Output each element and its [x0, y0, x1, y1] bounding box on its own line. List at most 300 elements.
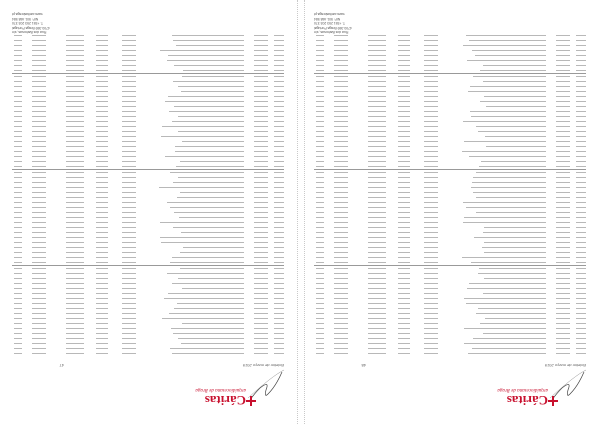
cell-placeholder: [576, 212, 586, 213]
cell-placeholder: [556, 207, 570, 208]
cell-placeholder: [398, 96, 410, 97]
cell-placeholder: [274, 101, 284, 102]
cell-placeholder: [274, 298, 284, 299]
footer-line: T. +351 253 203 370: [12, 21, 44, 26]
cell-placeholder: [32, 247, 46, 248]
cell-placeholder: [576, 353, 586, 354]
table-row: [314, 306, 586, 311]
cell-placeholder: [556, 45, 570, 46]
cell-placeholder: [316, 252, 324, 253]
cell-placeholder: [398, 227, 410, 228]
cell-placeholder: [576, 232, 586, 233]
cell-placeholder: [66, 60, 84, 61]
cell-placeholder: [316, 136, 324, 137]
cell-placeholder: [334, 50, 348, 51]
cell-placeholder: [122, 106, 136, 107]
cell-placeholder: [576, 242, 586, 243]
cell-placeholder: [66, 91, 84, 92]
cell-placeholder: [14, 252, 22, 253]
cell-placeholder: [576, 227, 586, 228]
cell-placeholder: [122, 247, 136, 248]
cell-placeholder: [316, 177, 324, 178]
cell-placeholder: [368, 35, 386, 36]
cell-placeholder: [14, 333, 22, 334]
cell-placeholder: [316, 161, 324, 162]
cell-placeholder: [122, 298, 136, 299]
cell-placeholder: [96, 40, 108, 41]
cell-placeholder: [556, 237, 570, 238]
cell-placeholder: [398, 151, 410, 152]
table-row: [314, 164, 586, 170]
cell-placeholder: [556, 146, 570, 147]
table-row: [12, 266, 284, 271]
table-row: [314, 230, 586, 235]
cell-placeholder: [122, 288, 136, 289]
cell-placeholder: [484, 96, 546, 97]
cell-placeholder: [96, 156, 108, 157]
cell-placeholder: [398, 207, 410, 208]
cell-placeholder: [398, 353, 410, 354]
footer-line: www.caritasbraga.pt: [12, 12, 43, 17]
cell-placeholder: [274, 303, 284, 304]
cell-placeholder: [424, 136, 438, 137]
table-row: [12, 311, 284, 316]
cell-placeholder: [254, 197, 268, 198]
cell-placeholder: [316, 55, 324, 56]
cell-placeholder: [398, 172, 410, 173]
cell-placeholder: [96, 232, 108, 233]
cell-placeholder: [424, 293, 438, 294]
cell-placeholder: [122, 278, 136, 279]
cell-placeholder: [576, 273, 586, 274]
cell-placeholder: [96, 268, 108, 269]
cell-placeholder: [576, 141, 586, 142]
cell-placeholder: [424, 70, 438, 71]
cell-placeholder: [398, 333, 410, 334]
cell-placeholder: [181, 343, 244, 344]
cell-placeholder: [32, 172, 46, 173]
cell-placeholder: [122, 318, 136, 319]
cell-placeholder: [96, 273, 108, 274]
table-row: [12, 230, 284, 235]
cell-placeholder: [122, 131, 136, 132]
cell-placeholder: [398, 348, 410, 349]
cell-placeholder: [183, 247, 244, 248]
cell-placeholder: [334, 298, 348, 299]
table-row: [314, 63, 586, 68]
cell-placeholder: [14, 60, 22, 61]
cell-placeholder: [368, 50, 386, 51]
cell-placeholder: [556, 212, 570, 213]
cell-placeholder: [274, 166, 284, 167]
cell-placeholder: [424, 96, 438, 97]
cell-placeholder: [398, 323, 410, 324]
cell-placeholder: [334, 252, 348, 253]
cell-placeholder: [66, 278, 84, 279]
cell-placeholder: [254, 328, 268, 329]
cell-placeholder: [398, 106, 410, 107]
cell-placeholder: [368, 121, 386, 122]
cell-placeholder: [254, 232, 268, 233]
table-row: [314, 119, 586, 124]
cell-placeholder: [368, 166, 386, 167]
cell-placeholder: [334, 197, 348, 198]
cell-placeholder: [66, 247, 84, 248]
cell-placeholder: [334, 338, 348, 339]
cell-placeholder: [464, 328, 546, 329]
cell-placeholder: [274, 293, 284, 294]
cell-placeholder: [424, 50, 438, 51]
cell-placeholder: [316, 298, 324, 299]
cell-placeholder: [177, 197, 244, 198]
cell-placeholder: [334, 91, 348, 92]
cell-placeholder: [556, 247, 570, 248]
table-row: [314, 351, 586, 356]
cell-placeholder: [32, 182, 46, 183]
cell-placeholder: [556, 343, 570, 344]
table-row: [314, 154, 586, 159]
cell-placeholder: [32, 338, 46, 339]
cell-placeholder: [66, 50, 84, 51]
cell-placeholder: [556, 257, 570, 258]
cell-placeholder: [424, 212, 438, 213]
cell-placeholder: [274, 35, 284, 36]
cell-placeholder: [576, 126, 586, 127]
cell-placeholder: [556, 86, 570, 87]
cell-placeholder: [556, 202, 570, 203]
cell-placeholder: [14, 121, 22, 122]
cell-placeholder: [274, 141, 284, 142]
cell-placeholder: [334, 278, 348, 279]
cell-placeholder: [576, 166, 586, 167]
cell-placeholder: [556, 151, 570, 152]
cell-placeholder: [274, 348, 284, 349]
cell-placeholder: [32, 45, 46, 46]
cell-placeholder: [96, 91, 108, 92]
cell-placeholder: [173, 333, 244, 334]
cell-placeholder: [172, 35, 244, 36]
cell-placeholder: [254, 116, 268, 117]
cell-placeholder: [424, 161, 438, 162]
table-row: [12, 175, 284, 180]
cell-placeholder: [576, 161, 586, 162]
cell-placeholder: [424, 308, 438, 309]
cell-placeholder: [576, 237, 586, 238]
cell-placeholder: [254, 247, 268, 248]
cell-placeholder: [316, 106, 324, 107]
cell-placeholder: [424, 278, 438, 279]
cell-placeholder: [334, 242, 348, 243]
cell-placeholder: [316, 172, 324, 173]
cell-placeholder: [96, 116, 108, 117]
cell-placeholder: [398, 35, 410, 36]
cell-placeholder: [316, 257, 324, 258]
cell-placeholder: [66, 227, 84, 228]
cell-placeholder: [254, 338, 268, 339]
cell-placeholder: [398, 262, 410, 263]
cell-placeholder: [122, 70, 136, 71]
cell-placeholder: [556, 252, 570, 253]
cell-placeholder: [424, 197, 438, 198]
cell-placeholder: [424, 348, 438, 349]
cell-placeholder: [96, 81, 108, 82]
cell-placeholder: [424, 252, 438, 253]
cell-placeholder: [368, 40, 386, 41]
cell-placeholder: [398, 91, 410, 92]
cell-placeholder: [66, 343, 84, 344]
cell-placeholder: [122, 146, 136, 147]
cell-placeholder: [32, 146, 46, 147]
table-row: [314, 180, 586, 185]
cell-placeholder: [122, 343, 136, 344]
cell-placeholder: [398, 166, 410, 167]
cell-placeholder: [14, 217, 22, 218]
cell-placeholder: [96, 126, 108, 127]
cell-placeholder: [173, 81, 244, 82]
cell-placeholder: [32, 96, 46, 97]
cell-placeholder: [316, 207, 324, 208]
cell-placeholder: [368, 182, 386, 183]
cell-placeholder: [576, 35, 586, 36]
cell-placeholder: [474, 237, 546, 238]
cell-placeholder: [334, 247, 348, 248]
cell-placeholder: [424, 81, 438, 82]
table-row: [314, 301, 586, 306]
cell-placeholder: [469, 156, 546, 157]
cell-placeholder: [398, 81, 410, 82]
cell-placeholder: [274, 45, 284, 46]
cell-placeholder: [398, 111, 410, 112]
cell-placeholder: [424, 91, 438, 92]
cell-placeholder: [334, 106, 348, 107]
cell-placeholder: [576, 60, 586, 61]
cell-placeholder: [254, 262, 268, 263]
cell-placeholder: [316, 353, 324, 354]
cell-placeholder: [576, 298, 586, 299]
cell-placeholder: [398, 318, 410, 319]
cell-placeholder: [316, 338, 324, 339]
table-row: [12, 195, 284, 200]
logo-subtitle: arquidiocesana de Braga: [195, 387, 246, 392]
cell-placeholder: [484, 293, 547, 294]
cell-placeholder: [576, 81, 586, 82]
table-row: [314, 139, 586, 144]
table-row: [314, 271, 586, 276]
cell-placeholder: [254, 237, 268, 238]
cell-placeholder: [316, 288, 324, 289]
cell-placeholder: [334, 96, 348, 97]
cell-placeholder: [463, 45, 546, 46]
cell-placeholder: [274, 273, 284, 274]
cell-placeholder: [96, 65, 108, 66]
cell-placeholder: [576, 283, 586, 284]
cell-placeholder: [14, 161, 22, 162]
cell-placeholder: [368, 151, 386, 152]
cell-placeholder: [32, 303, 46, 304]
table-row: [12, 205, 284, 210]
cell-placeholder: [556, 353, 570, 354]
cell-placeholder: [424, 313, 438, 314]
cell-placeholder: [178, 116, 244, 117]
cell-placeholder: [254, 55, 268, 56]
cell-placeholder: [96, 55, 108, 56]
cell-placeholder: [66, 303, 84, 304]
cell-placeholder: [66, 273, 84, 274]
cell-placeholder: [556, 136, 570, 137]
cell-placeholder: [66, 172, 84, 173]
cell-placeholder: [368, 247, 386, 248]
cell-placeholder: [122, 136, 136, 137]
cell-placeholder: [274, 252, 284, 253]
cell-placeholder: [274, 106, 284, 107]
cell-placeholder: [464, 298, 546, 299]
cell-placeholder: [274, 278, 284, 279]
cell-placeholder: [424, 333, 438, 334]
cell-placeholder: [183, 70, 244, 71]
cell-placeholder: [424, 116, 438, 117]
table-row: [314, 255, 586, 260]
cell-placeholder: [14, 308, 22, 309]
cell-placeholder: [122, 86, 136, 87]
cell-placeholder: [483, 333, 546, 334]
cell-placeholder: [254, 313, 268, 314]
cell-placeholder: [424, 318, 438, 319]
cell-placeholder: [66, 333, 84, 334]
cell-placeholder: [254, 161, 268, 162]
cell-placeholder: [122, 187, 136, 188]
cell-placeholder: [556, 172, 570, 173]
cell-placeholder: [96, 293, 108, 294]
document-page-right: [306, 6, 594, 418]
cell-placeholder: [368, 91, 386, 92]
cell-placeholder: [424, 217, 438, 218]
cell-placeholder: [160, 237, 244, 238]
cell-placeholder: [398, 40, 410, 41]
cell-placeholder: [122, 313, 136, 314]
table-row: [12, 326, 284, 331]
cell-placeholder: [66, 222, 84, 223]
cell-placeholder: [14, 262, 22, 263]
cell-placeholder: [180, 252, 244, 253]
cell-placeholder: [334, 333, 348, 334]
cell-placeholder: [14, 268, 22, 269]
cell-placeholder: [424, 60, 438, 61]
cell-placeholder: [172, 121, 244, 122]
cell-placeholder: [14, 202, 22, 203]
cell-placeholder: [368, 116, 386, 117]
cell-placeholder: [171, 328, 244, 329]
cell-placeholder: [334, 192, 348, 193]
cell-placeholder: [424, 262, 438, 263]
cell-placeholder: [480, 70, 546, 71]
cell-placeholder: [398, 177, 410, 178]
cell-placeholder: [398, 45, 410, 46]
cell-placeholder: [122, 126, 136, 127]
cell-placeholder: [181, 91, 244, 92]
cell-placeholder: [254, 298, 268, 299]
cell-placeholder: [32, 156, 46, 157]
cell-placeholder: [576, 268, 586, 269]
cell-placeholder: [316, 222, 324, 223]
cell-placeholder: [274, 237, 284, 238]
cell-placeholder: [334, 161, 348, 162]
cell-placeholder: [334, 172, 348, 173]
cell-placeholder: [96, 76, 108, 77]
cell-placeholder: [32, 187, 46, 188]
cell-placeholder: [172, 353, 244, 354]
table-row: [12, 190, 284, 195]
table-row: [314, 311, 586, 316]
cell-placeholder: [470, 111, 546, 112]
cell-placeholder: [316, 303, 324, 304]
cell-placeholder: [424, 227, 438, 228]
cell-placeholder: [274, 156, 284, 157]
cell-placeholder: [556, 288, 570, 289]
cell-placeholder: [32, 212, 46, 213]
cell-placeholder: [14, 35, 22, 36]
cell-placeholder: [274, 202, 284, 203]
cell-placeholder: [556, 121, 570, 122]
cell-placeholder: [66, 86, 84, 87]
cell-placeholder: [368, 212, 386, 213]
cell-placeholder: [274, 212, 284, 213]
page-header: [314, 358, 586, 412]
cell-placeholder: [254, 348, 268, 349]
cell-placeholder: [96, 217, 108, 218]
footer-line: 4700-369 Braga Portugal: [12, 25, 50, 30]
cell-placeholder: [182, 141, 244, 142]
cell-placeholder: [254, 177, 268, 178]
cell-placeholder: [334, 303, 348, 304]
cell-placeholder: [32, 35, 46, 36]
cell-placeholder: [254, 192, 268, 193]
cell-placeholder: [274, 60, 284, 61]
cell-placeholder: [66, 232, 84, 233]
cell-placeholder: [576, 207, 586, 208]
cell-placeholder: [368, 96, 386, 97]
cell-placeholder: [398, 121, 410, 122]
cell-placeholder: [464, 343, 546, 344]
cell-placeholder: [14, 177, 22, 178]
cell-placeholder: [96, 111, 108, 112]
cell-placeholder: [556, 126, 570, 127]
cell-placeholder: [556, 101, 570, 102]
cell-placeholder: [576, 40, 586, 41]
cell-placeholder: [576, 45, 586, 46]
cell-placeholder: [66, 252, 84, 253]
cell-placeholder: [66, 293, 84, 294]
cell-placeholder: [556, 141, 570, 142]
cell-placeholder: [424, 242, 438, 243]
cell-placeholder: [122, 283, 136, 284]
cell-placeholder: [334, 151, 348, 152]
cell-placeholder: [334, 60, 348, 61]
cell-placeholder: [66, 96, 84, 97]
cell-placeholder: [32, 293, 46, 294]
cell-placeholder: [14, 257, 22, 258]
cell-placeholder: [479, 166, 546, 167]
logo-wordmark: Cáritas: [506, 393, 548, 408]
table-row: [314, 149, 586, 154]
cell-placeholder: [14, 348, 22, 349]
cell-placeholder: [398, 257, 410, 258]
cell-placeholder: [483, 65, 546, 66]
cell-placeholder: [96, 278, 108, 279]
cell-placeholder: [471, 187, 546, 188]
cell-placeholder: [32, 313, 46, 314]
cell-placeholder: [424, 146, 438, 147]
cell-placeholder: [368, 257, 386, 258]
